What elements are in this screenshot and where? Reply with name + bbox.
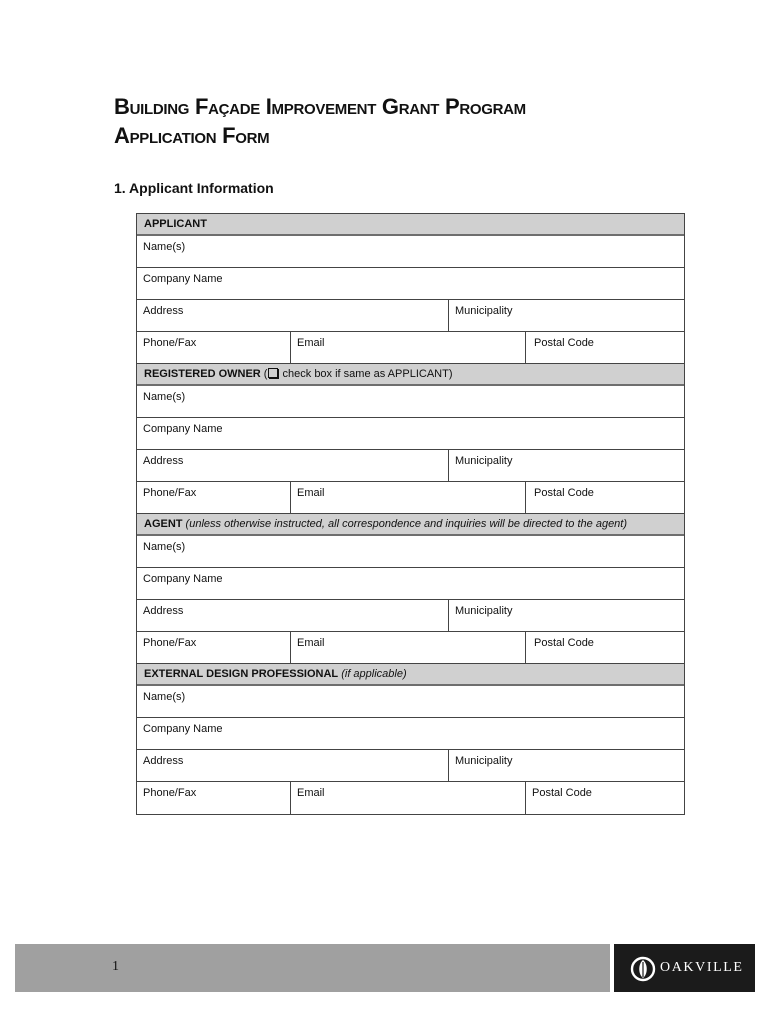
- logo-wordmark: OAKVILLE: [660, 960, 744, 975]
- same-as-applicant-checkbox-icon[interactable]: [268, 368, 278, 378]
- applicant-postal-code-field[interactable]: [525, 332, 684, 363]
- agent-names-field[interactable]: [137, 536, 684, 567]
- municipality-label: Municipality: [455, 455, 513, 467]
- footer-bar: [15, 944, 610, 992]
- designer-names-row: [137, 686, 684, 718]
- phone-fax-label: Phone/Fax: [143, 637, 197, 649]
- applicant-section-header: [137, 214, 684, 236]
- postal-code-label: Postal Code: [534, 487, 594, 499]
- company-name-label: Company Name: [143, 423, 223, 435]
- owner-names-field[interactable]: [137, 386, 684, 417]
- agent-contact-row: [137, 632, 684, 664]
- designer-municipality-field[interactable]: [448, 750, 684, 781]
- designer-phone-fax-field[interactable]: [137, 782, 290, 814]
- agent-address-field[interactable]: [137, 600, 448, 631]
- address-label: Address: [143, 455, 184, 467]
- owner-email-field[interactable]: [290, 482, 525, 513]
- designer-address-row: [137, 750, 684, 782]
- design-professional-section-header: [137, 664, 684, 686]
- registered-owner-section-title: REGISTERED OWNER: [144, 368, 261, 380]
- names-label: Name(s): [143, 391, 186, 403]
- address-label: Address: [143, 755, 184, 767]
- title-line-2: Application Form: [114, 123, 270, 148]
- applicant-company-row: [137, 268, 684, 300]
- designer-postal-code-field[interactable]: [525, 782, 684, 814]
- phone-fax-label: Phone/Fax: [143, 787, 197, 799]
- applicant-address-field[interactable]: [137, 300, 448, 331]
- email-label: Email: [297, 487, 325, 499]
- owner-address-row: [137, 450, 684, 482]
- applicant-section-title: APPLICANT: [144, 218, 207, 230]
- oakville-logo: [614, 944, 755, 992]
- owner-municipality-field[interactable]: [448, 450, 684, 481]
- registered-owner-note-open: (: [260, 368, 268, 380]
- applicant-information-table: [136, 213, 685, 815]
- page-number: 1: [112, 959, 119, 974]
- oak-leaf-logo-icon: [630, 956, 656, 982]
- postal-code-label: Postal Code: [532, 787, 592, 799]
- postal-code-label: Postal Code: [534, 337, 594, 349]
- designer-email-field[interactable]: [290, 782, 525, 814]
- agent-address-row: [137, 600, 684, 632]
- designer-company-field[interactable]: [137, 718, 684, 749]
- design-professional-section-title: EXTERNAL DESIGN PROFESSIONAL: [144, 668, 339, 680]
- owner-postal-code-field[interactable]: [525, 482, 684, 513]
- postal-code-label: Postal Code: [534, 637, 594, 649]
- designer-names-field[interactable]: [137, 686, 684, 717]
- owner-contact-row: [137, 482, 684, 514]
- company-name-label: Company Name: [143, 573, 223, 585]
- design-professional-section-note: (if applicable): [338, 668, 407, 680]
- agent-company-row: [137, 568, 684, 600]
- agent-email-field[interactable]: [290, 632, 525, 663]
- agent-section-header: [137, 514, 684, 536]
- phone-fax-label: Phone/Fax: [143, 337, 197, 349]
- email-label: Email: [297, 337, 325, 349]
- phone-fax-label: Phone/Fax: [143, 487, 197, 499]
- company-name-label: Company Name: [143, 723, 223, 735]
- municipality-label: Municipality: [455, 305, 513, 317]
- email-label: Email: [297, 637, 325, 649]
- applicant-phone-fax-field[interactable]: [137, 332, 290, 363]
- names-label: Name(s): [143, 241, 186, 253]
- owner-company-field[interactable]: [137, 418, 684, 449]
- address-label: Address: [143, 305, 184, 317]
- title-line-1: Building Façade Improvement Grant Program: [114, 94, 526, 119]
- applicant-municipality-field[interactable]: [448, 300, 684, 331]
- designer-company-row: [137, 718, 684, 750]
- applicant-company-field[interactable]: [137, 268, 684, 299]
- designer-contact-row: [137, 782, 684, 814]
- applicant-email-field[interactable]: [290, 332, 525, 363]
- names-label: Name(s): [143, 541, 186, 553]
- agent-postal-code-field[interactable]: [525, 632, 684, 663]
- designer-address-field[interactable]: [137, 750, 448, 781]
- agent-section-note: (unless otherwise instructed, all correspondence and inquiries will be directed to the agent): [182, 518, 628, 530]
- agent-municipality-field[interactable]: [448, 600, 684, 631]
- owner-address-field[interactable]: [137, 450, 448, 481]
- section-heading-applicant-information: 1. Applicant Information: [114, 180, 274, 196]
- registered-owner-note: check box if same as APPLICANT): [279, 368, 453, 380]
- agent-names-row: [137, 536, 684, 568]
- agent-company-field[interactable]: [137, 568, 684, 599]
- agent-phone-fax-field[interactable]: [137, 632, 290, 663]
- owner-names-row: [137, 386, 684, 418]
- applicant-names-row: [137, 236, 684, 268]
- names-label: Name(s): [143, 691, 186, 703]
- applicant-address-row: [137, 300, 684, 332]
- email-label: Email: [297, 787, 325, 799]
- owner-company-row: [137, 418, 684, 450]
- company-name-label: Company Name: [143, 273, 223, 285]
- applicant-contact-row: [137, 332, 684, 364]
- agent-section-title: AGENT: [144, 518, 183, 530]
- registered-owner-section-header: [137, 364, 684, 386]
- municipality-label: Municipality: [455, 605, 513, 617]
- applicant-names-field[interactable]: [137, 236, 684, 267]
- municipality-label: Municipality: [455, 755, 513, 767]
- form-title: [114, 92, 526, 150]
- owner-phone-fax-field[interactable]: [137, 482, 290, 513]
- address-label: Address: [143, 605, 184, 617]
